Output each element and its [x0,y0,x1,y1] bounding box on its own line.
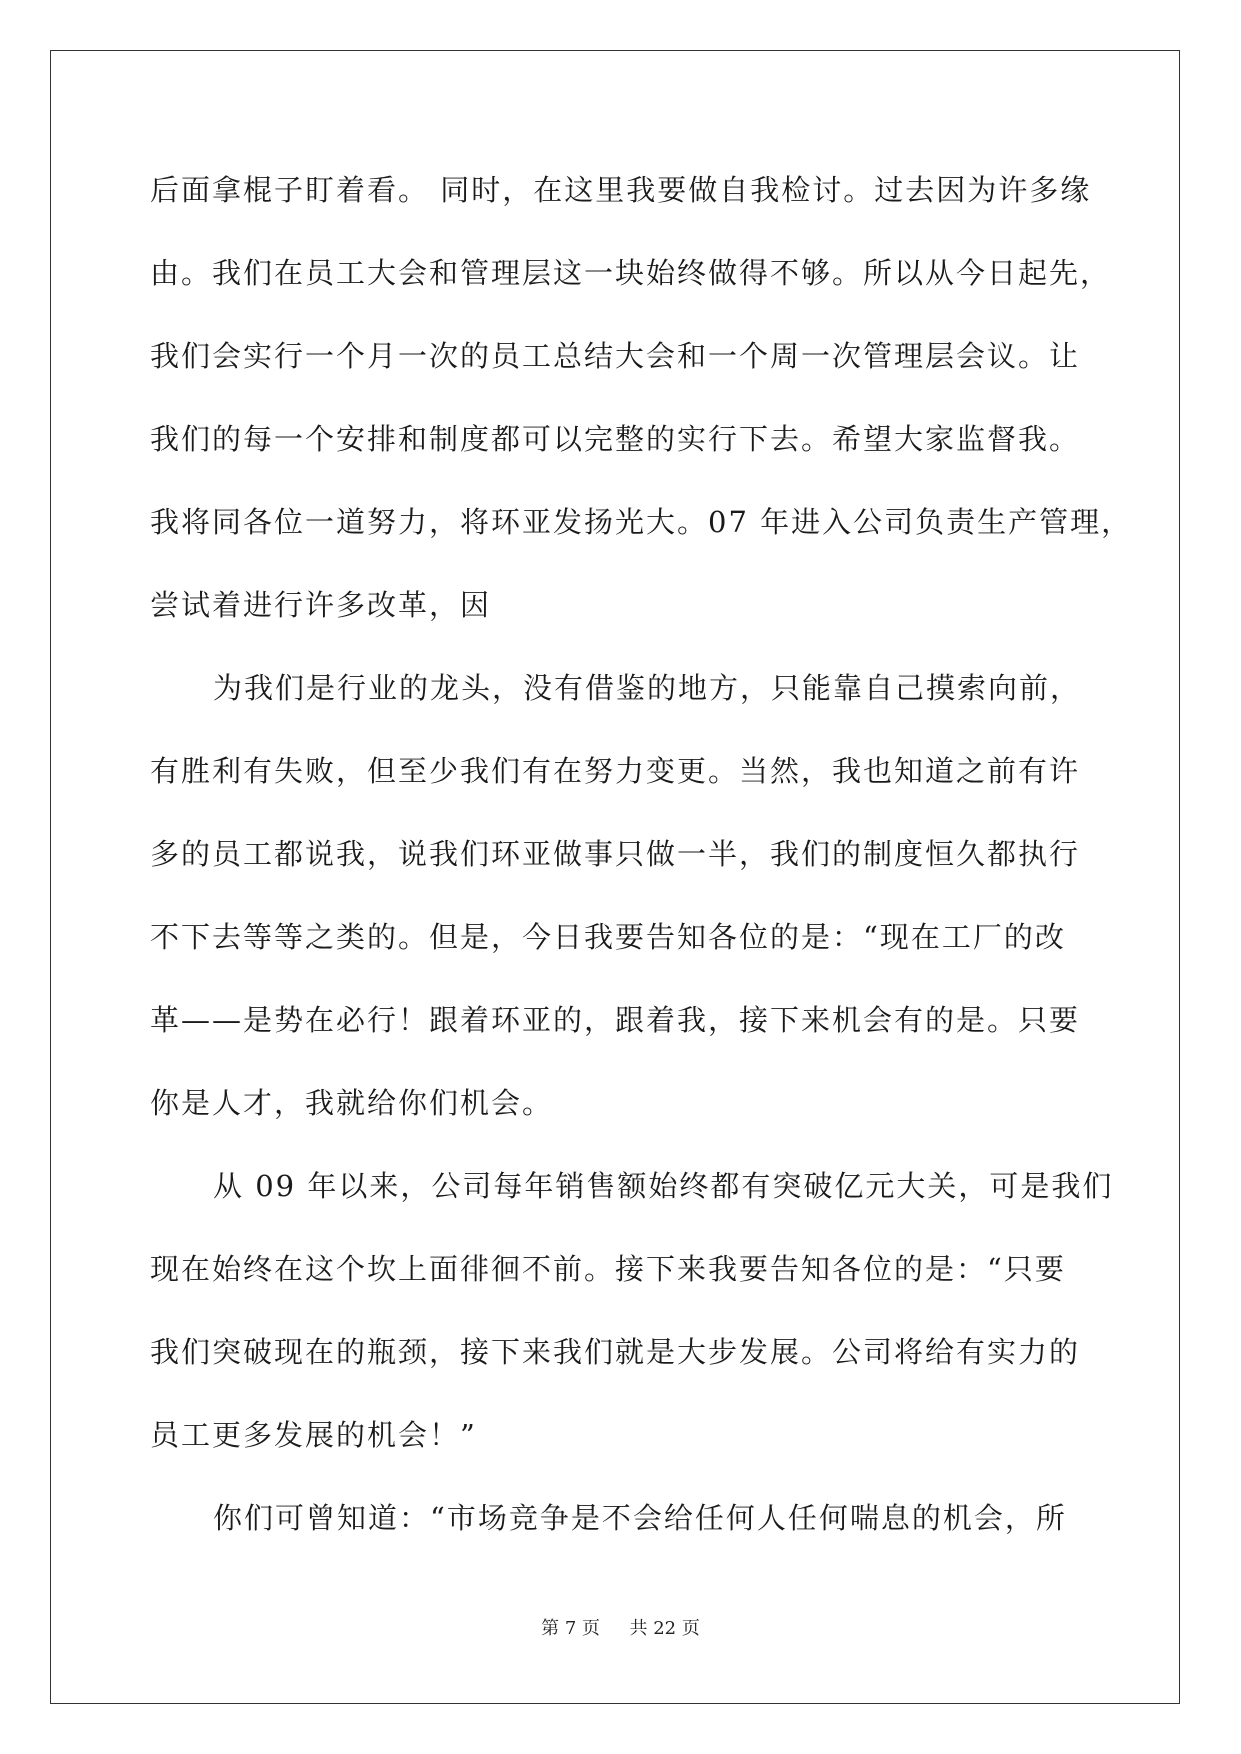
text-line: 有胜利有失败，但至少我们有在努力变更。当然，我也知道之前有许 [150,754,1081,788]
text-line: 尝试着进行许多改革，因 [150,588,492,622]
paragraph-start-line: 你们可曾知道：“市场竞争是不会给任何人任何喘息的机会，所 [213,1501,1067,1535]
text-line: 由。我们在员工大会和管理层这一块始终做得不够。所以从今日起先， [150,256,1112,290]
document-body [150,162,1133,1573]
text-line: 后面拿棍子盯着看。 同时，在这里我要做自我检讨。过去因为许多缘 [150,173,1092,207]
text-line: 我将同各位一道努力，将环亚发扬光大。07 年进入公司负责生产管理， [150,505,1133,539]
text-line: 员工更多发展的机会！” [150,1418,477,1452]
text-line: 我们突破现在的瓶颈，接下来我们就是大步发展。公司将给有实力的 [150,1335,1081,1369]
text-line: 我们会实行一个月一次的员工总结大会和一个周一次管理层会议。让 [150,339,1081,373]
text-line: 现在始终在这个坎上面徘徊不前。接下来我要告知各位的是：“只要 [150,1252,1066,1286]
paragraph-start-line: 为我们是行业的龙头，没有借鉴的地方，只能靠自己摸索向前， [213,671,1082,705]
text-line: 多的员工都说我，说我们环亚做事只做一半，我们的制度恒久都执行 [150,837,1081,871]
text-line: 革——是势在必行！跟着环亚的，跟着我，接下来机会有的是。只要 [150,1003,1081,1037]
text-line: 我们的每一个安排和制度都可以完整的实行下去。希望大家监督我。 [150,422,1081,456]
page-number-total: 共 22 页 [629,1618,700,1639]
paragraph-start-line: 从 09 年以来，公司每年销售额始终都有突破亿元大关，可是我们 [213,1169,1114,1203]
text-line: 你是人才，我就给你们机会。 [150,1086,554,1120]
page-number-current: 第 7 页 [541,1618,601,1639]
text-line: 不下去等等之类的。但是，今日我要告知各位的是：“现在工厂的改 [150,920,1066,954]
page-footer [0,1614,1241,1640]
